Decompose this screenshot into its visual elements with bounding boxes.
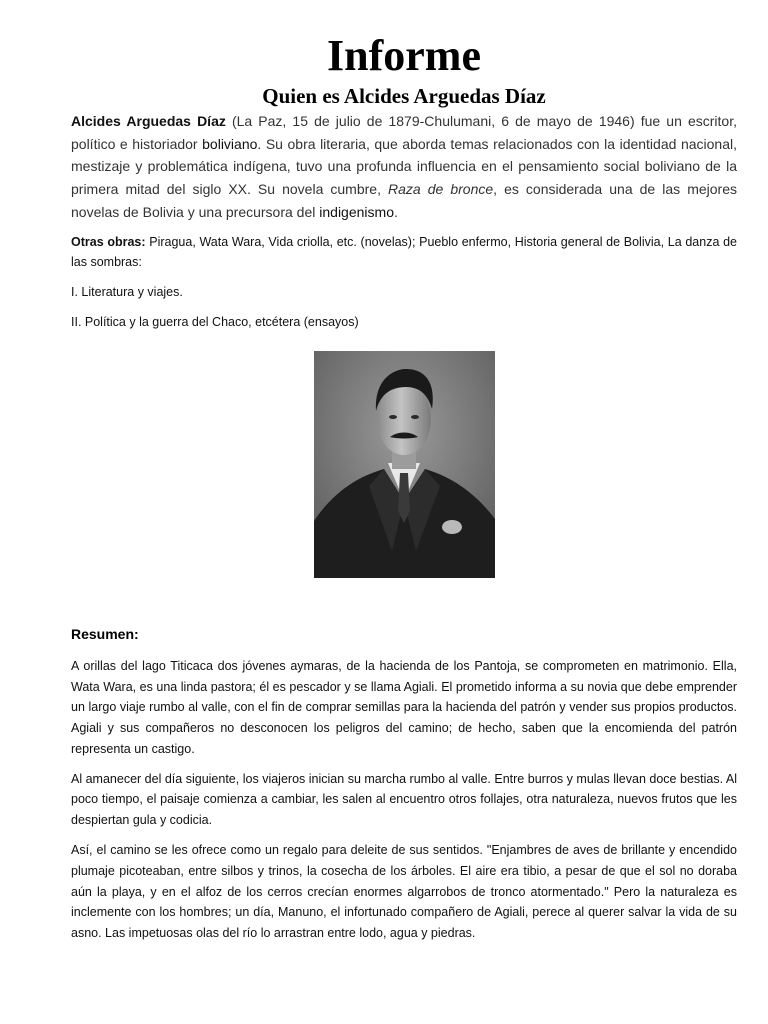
intro-text-2: . Su obra literaria, que aborda temas relacionados con la identidad nacional, mestizaje y problemática indígena, tuvo una profunda influencia en el pensamiento social boliviano de la primera mitad del siglo XX. Su novela cumbre,	[71, 135, 737, 198]
author-portrait	[314, 351, 495, 578]
summary-paragraph: A orillas del lago Titicaca dos jóvenes aymaras, de la hacienda de los Pantoja, se comprometen en matrimonio. Ella, Wata Wara, es una linda pastora; él es pescador y se llama Agiali. El prometido informa a su novia que debe emprender un largo viaje rumbo al valle, con el fin de comprar semillas para la hacienda del patrón y vender sus propios productos. Agiali y sus compañeros no desconocen los peligros del camino; de hecho, saben que la encomienda del patrón representa un castigo.	[71, 658, 737, 756]
other-works-label: Otras obras:	[71, 234, 146, 249]
other-works-paragraph	[71, 232, 737, 274]
other-works-text: Piragua, Wata Wara, Vida criolla, etc. (novelas); Pueblo enfermo, Historia general de Bolivia, La danza de las sombras:	[71, 234, 737, 270]
boliviano-link[interactable]: boliviano	[202, 135, 258, 152]
author-name: Alcides Arguedas Díaz	[71, 113, 226, 129]
list-item: II. Política y la guerra del Chaco, etcétera (ensayos)	[71, 314, 359, 329]
intro-text-1: (La Paz, 15 de julio de 1879-Chulumani, 6 de mayo de 1946) fue un escritor, político e historiador	[71, 113, 737, 152]
intro-text-4: .	[393, 203, 398, 220]
summary-heading: Resumen:	[71, 625, 139, 642]
portrait-container	[71, 351, 737, 578]
indigenismo-link[interactable]: indigenismo	[319, 203, 394, 220]
document-title: Informe	[327, 31, 481, 80]
document-page	[71, 0, 737, 944]
summary-paragraph: Al amanecer del día siguiente, los viajeros inician su marcha rumbo al valle. Entre burros y mulas llevan doce bestias. Al poco tiempo, el paisaje comienza a cambiar, les salen al encuentro otros follajes, otra naturaleza, nuevos frutos que les despiertan gula y codicia.	[71, 771, 737, 828]
intro-text-3: , es considerada una de las mejores novelas de Bolivia y una precursora del	[71, 181, 737, 220]
intro-paragraph	[71, 110, 737, 224]
book-title: Raza de bronce	[388, 181, 494, 198]
document-subtitle: Quien es Alcides Arguedas Díaz	[262, 84, 546, 108]
list-item: I. Literatura y viajes.	[71, 285, 183, 300]
summary-paragraph: Así, el camino se les ofrece como un regalo para deleite de sus sentidos. "Enjambres de aves de brillante y encendido plumaje picoteaban, entre silbos y trinos, la cosecha de los árboles. El aire era tibio, a pesar de que el sol no doraba aún la playa, y en el alfoz de los cerros crecían enormes algarrobos de tronco atormentado." Pero la naturaleza es inclemente con los hombres; un día, Manuno, el infortunado compañero de Agiali, perece al querer salvar la vida de su asno. Las impetuosas olas del río lo arrastran entre lodo, agua y piedras.	[71, 843, 737, 941]
